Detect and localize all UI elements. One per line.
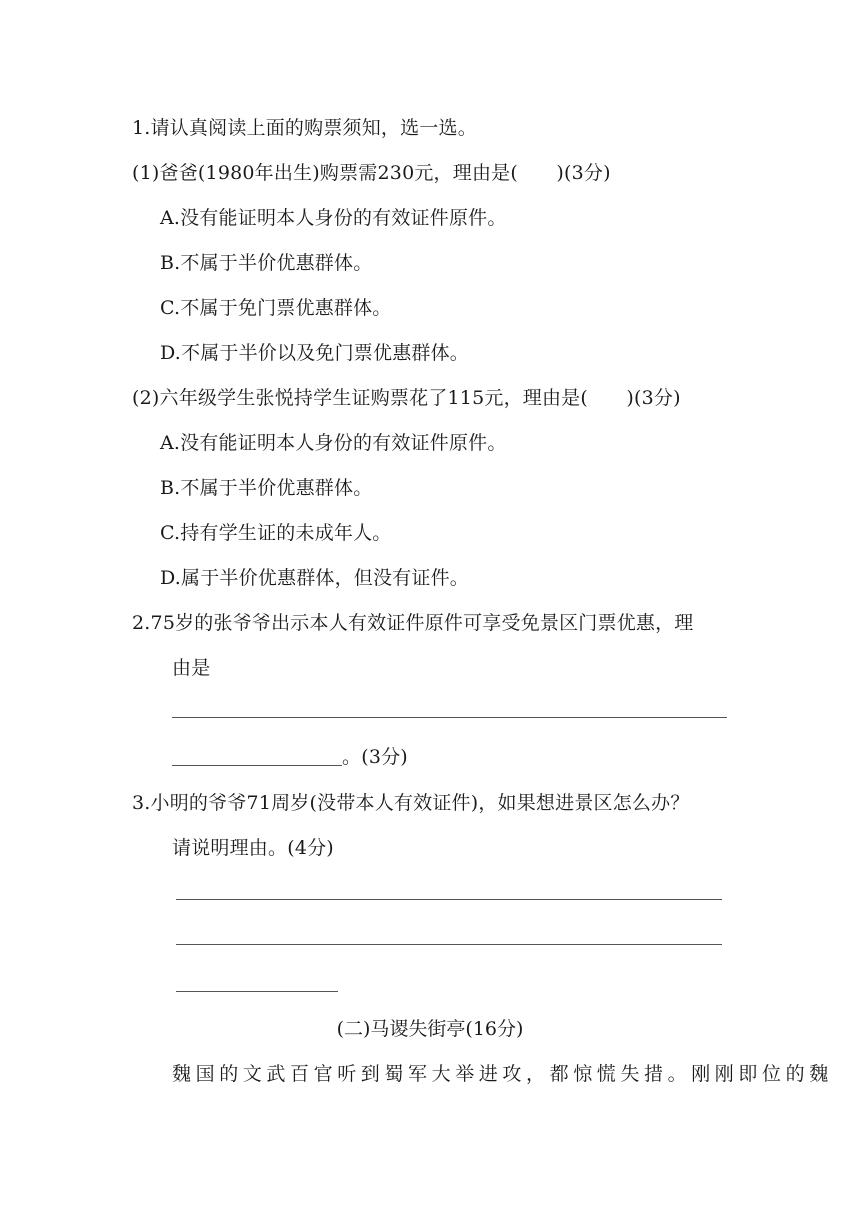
question-1-part-2-option-a: A.没有能证明本人身份的有效证件原件。 (160, 432, 507, 454)
answer-line[interactable] (176, 899, 722, 900)
question-3-stem-line-1: 3.小明的爷爷71周岁(没带本人有效证件)，如果想进景区怎么办？ (132, 792, 690, 814)
question-1-part-2-stem: (2)六年级学生张悦持学生证购票花了115元，理由是( )(3分) (132, 387, 681, 409)
answer-line[interactable] (172, 717, 727, 718)
question-1-part-1-option-c: C.不属于免门票优惠群体。 (160, 297, 392, 319)
question-2-stem-line-2: 由是 (172, 657, 211, 679)
question-1-intro: 1.请认真阅读上面的购票须知，选一选。 (132, 117, 477, 139)
section-title: (二)马谡失街亭(16分) (336, 1018, 524, 1040)
passage-first-line: 魏国的文武百官听到蜀军大举进攻，都惊慌失措。刚刚即位的魏 (172, 1063, 833, 1085)
question-1-part-2-option-c: C.持有学生证的未成年人。 (160, 522, 392, 544)
question-1-part-1-option-b: B.不属于半价优惠群体。 (160, 252, 373, 274)
question-1-part-2-option-d: D.属于半价优惠群体，但没有证件。 (160, 567, 469, 589)
answer-line-short[interactable] (172, 765, 342, 766)
question-2-tail: 。(3分) (342, 746, 408, 768)
question-1-part-2-option-b: B.不属于半价优惠群体。 (160, 477, 373, 499)
question-1-part-1-stem: (1)爸爸(1980年出生)购票需230元，理由是( )(3分) (132, 162, 611, 184)
question-3-stem-line-2: 请说明理由。(4分) (172, 837, 334, 859)
answer-line-short[interactable] (176, 991, 338, 992)
question-1-part-1-option-a: A.没有能证明本人身份的有效证件原件。 (160, 207, 507, 229)
answer-line[interactable] (176, 944, 722, 945)
question-2-stem-line-1: 2.75岁的张爷爷出示本人有效证件原件可享受免景区门票优惠，理 (132, 612, 694, 634)
question-1-part-1-option-d: D.不属于半价以及免门票优惠群体。 (160, 342, 469, 364)
